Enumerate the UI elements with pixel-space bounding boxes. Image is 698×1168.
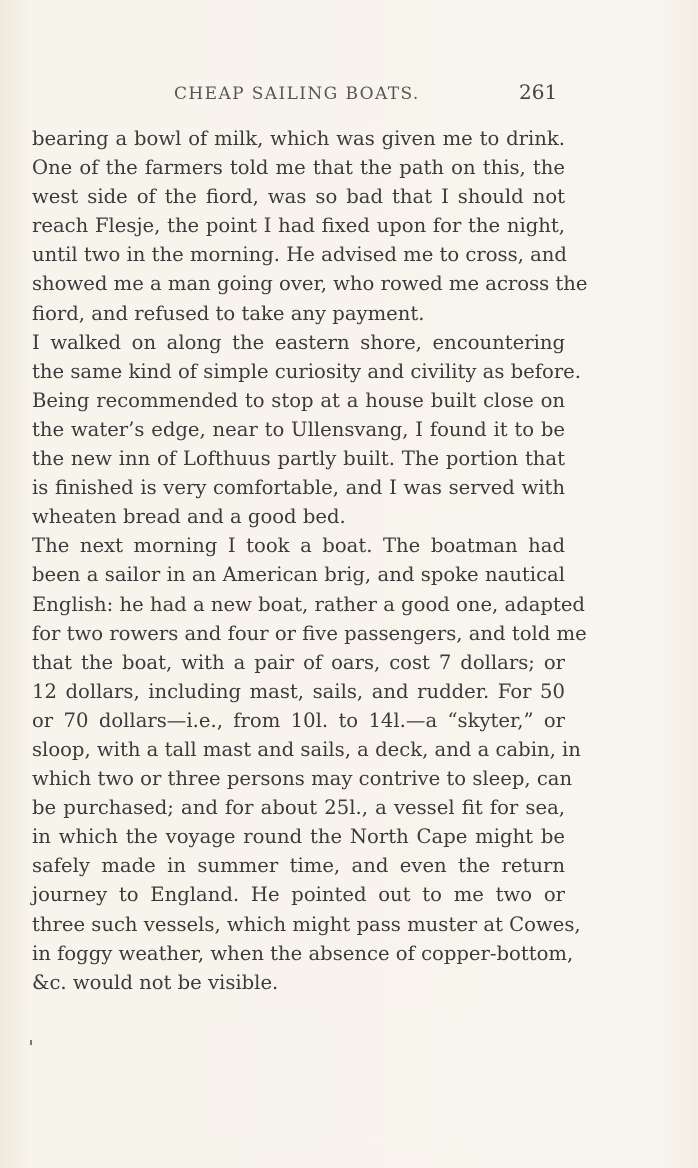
text-line: sloop, with a tall mast and sails, a deck, and a cabin, in (32, 737, 581, 761)
text-line: or 70 dollars—i.e., from 10l. to 14l.—a “skyter,” or (32, 708, 565, 732)
text-line: The next morning I took a boat. The boatman had (32, 534, 565, 558)
text-line: is finished is very comfortable, and I was served with (32, 476, 565, 500)
text-line: in foggy weather, when the absence of copper-bottom, (32, 941, 574, 965)
text-line: until two in the morning. He advised me to cross, and (32, 243, 567, 267)
text-line: Being recommended to stop at a house built close on (32, 388, 565, 412)
text-line: for two rowers and four or five passengers, and told me (32, 621, 587, 645)
text-line: the new inn of Lofthuus partly built. The portion that (32, 447, 565, 471)
text-line: fiord, and refused to take any payment. (32, 301, 425, 325)
text-line: wheaten bread and a good bed. (32, 505, 346, 529)
body-text (32, 124, 588, 997)
text-line: One of the farmers told me that the path on this, the (32, 156, 565, 180)
text-line: &c. would not be visible. (32, 970, 279, 994)
text-line: reach Flesje, the point I had fixed upon for the night, (32, 214, 565, 238)
text-line: journey to England. He pointed out to me two or (32, 883, 565, 907)
text-line: be purchased; and for about 25l., a vessel fit for sea, (32, 796, 565, 820)
text-line: west side of the fiord, was so bad that I should not (32, 185, 565, 209)
text-line: showed me a man going over, who rowed me across the (32, 272, 588, 296)
text-line: in which the voyage round the North Cape might be (32, 825, 565, 849)
ink-speck (30, 1040, 32, 1045)
text-line: three such vessels, which might pass muster at Cowes, (32, 912, 581, 936)
text-line: been a sailor in an American brig, and spoke nautical (32, 563, 565, 587)
text-line: the water’s edge, near to Ullensvang, I found it to be (32, 417, 565, 441)
text-line: I walked on along the eastern shore, encountering (32, 330, 565, 354)
text-line: which two or three persons may contrive to sleep, can (32, 767, 573, 791)
text-line: safely made in summer time, and even the return (32, 854, 565, 878)
page-number: 261 (519, 80, 558, 104)
running-head: CHEAP SAILING BOATS. (174, 84, 420, 104)
text-line: the same kind of simple curiosity and civility as before. (32, 359, 582, 383)
text-line: that the boat, with a pair of oars, cost 7 dollars; or (32, 650, 565, 674)
text-line: English: he had a new boat, rather a good one, adapted (32, 592, 585, 616)
text-line: bearing a bowl of milk, which was given me to drink. (32, 127, 565, 150)
text-line: 12 dollars, including mast, sails, and rudder. For 50 (32, 679, 565, 703)
